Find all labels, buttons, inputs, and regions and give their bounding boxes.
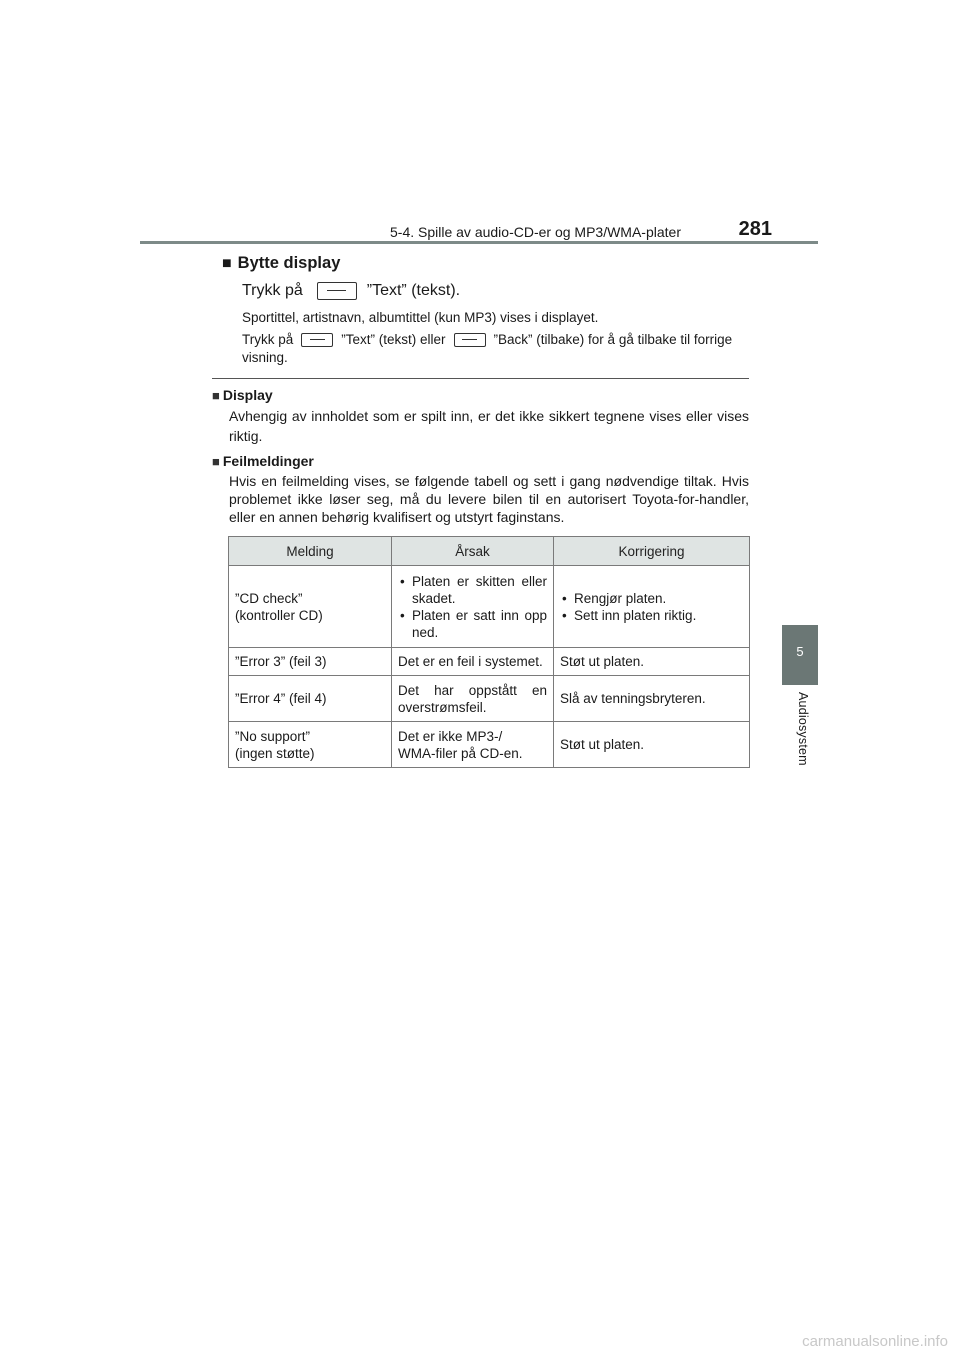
chapter-number: 5: [796, 644, 804, 659]
cause-cell: Det er en feil i systemet.: [392, 648, 554, 676]
cause-cell: Det har oppstått en overstrømsfeil.: [392, 676, 554, 722]
watermark: carmanualsonline.info: [802, 1333, 948, 1350]
table-row: [229, 566, 750, 648]
instruction-line: [242, 282, 460, 300]
page-number: 281: [738, 218, 772, 240]
table-row: [229, 676, 750, 722]
message-cell: ”Error 4” (feil 4): [229, 676, 392, 722]
error-heading: ■ Feilmeldinger: [212, 453, 314, 469]
instruction-prefix: Trykk på: [242, 282, 303, 300]
table-row: [229, 722, 750, 768]
fix-cell: Støt ut platen.: [554, 722, 750, 768]
display-heading: ■ Display: [212, 387, 273, 403]
page-header: [140, 214, 818, 244]
table-row: [229, 648, 750, 676]
column-header: Årsak: [392, 537, 554, 566]
list-item: • Platen er satt inn opp ned.: [398, 607, 547, 641]
display-body: Avhengig av innholdet som er spilt inn, er det ikke sikkert tegnene vises eller vises riktig.: [229, 408, 749, 444]
display-note-1: Sportittel, artistnavn, albumtittel (kun MP3) vises i displayet.: [242, 310, 599, 325]
chapter-title: 5-4. Spille av audio-CD-er og MP3/WMA-plater: [390, 224, 681, 240]
instruction-suffix: ”Text” (tekst).: [366, 282, 461, 300]
message-cell: ”No support” (ingen støtte): [229, 722, 392, 768]
chapter-label: Audiosystem: [796, 692, 810, 766]
list-item: • Platen er skitten eller skadet.: [398, 573, 547, 607]
column-header: Melding: [229, 537, 392, 566]
table-header-row: [229, 537, 750, 566]
fix-cell: [554, 566, 750, 648]
list-item: • Rengjør platen.: [560, 590, 743, 607]
list-item: • Sett inn platen riktig.: [560, 607, 743, 624]
display-note-2: [242, 331, 748, 367]
cause-cell: Det er ikke MP3-/ WMA-filer på CD-en.: [392, 722, 554, 768]
column-header: Korrigering: [554, 537, 750, 566]
section-title-text: Bytte display: [237, 254, 341, 272]
back-button-icon: [454, 333, 486, 347]
error-body: Hvis en feilmelding vises, se følgende tabell og sett i gang nødvendige tiltak. Hvis problemet ikke løser seg, må du levere bilen til en autorisert Toyota-for-handler, eller en annen behørig kvalifisert og utstyrt faginstans.: [229, 473, 749, 525]
fix-cell: Støt ut platen.: [554, 648, 750, 676]
message-cell: ”CD check” (kontroller CD): [229, 566, 392, 648]
text-button-icon: [301, 333, 333, 347]
note2-middle: ”Text” (tekst) eller: [341, 332, 446, 347]
square-bullet-icon: ■: [212, 454, 220, 469]
note2-suffix: ”Back” (tilbake) for å gå tilbake til forrige visning.: [242, 332, 733, 365]
square-bullet-icon: ■: [222, 255, 232, 272]
fix-cell: Slå av tenningsbryteren.: [554, 676, 750, 722]
section-divider: [212, 378, 749, 379]
note2-prefix: Trykk på: [242, 332, 294, 347]
error-message-table: [228, 536, 750, 768]
square-bullet-icon: ■: [212, 388, 220, 403]
cause-cell: [392, 566, 554, 648]
header-rule: [140, 241, 818, 244]
message-cell: ”Error 3” (feil 3): [229, 648, 392, 676]
text-button-icon: [317, 282, 357, 300]
chapter-tab: [782, 625, 818, 685]
section-title: [222, 254, 340, 273]
